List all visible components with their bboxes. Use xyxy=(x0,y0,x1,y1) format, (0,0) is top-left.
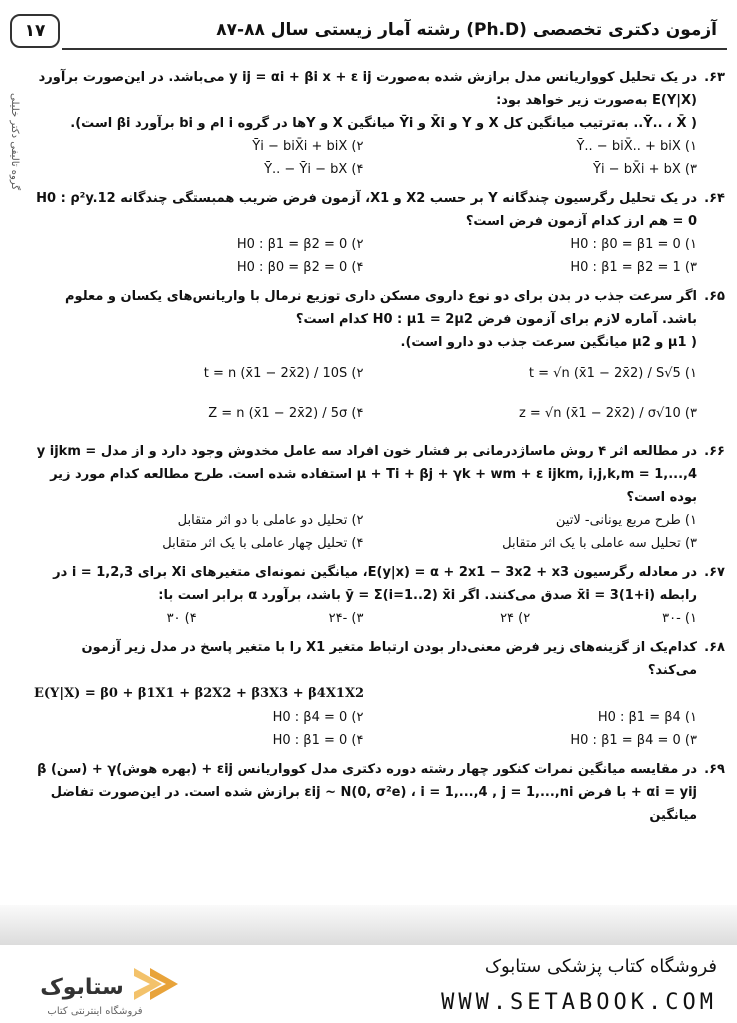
option-3: ۳) تحلیل سه عاملی با یک اثر متقابل xyxy=(502,536,697,551)
option-1: ۱) -۳۰ xyxy=(662,611,697,626)
question-text: اگر سرعت جذب در بدن برای دو نوع داروی مسکن داری توزیع نرمال با واریانس‌های یکسان و معلوم باشد. آماره لازم برای آزمون فرض H0 : μ1 = 2μ2 کدام است؟ xyxy=(65,289,697,327)
option-4: ۴) Z = n (x̄1 − 2x̄2) / 5σ xyxy=(208,406,364,421)
option-2: ۲) Ȳi − biX̄i + biX xyxy=(252,139,364,154)
option-3: ۳) z = √n (x̄1 − 2x̄2) / σ√10 xyxy=(518,406,697,421)
question-list xyxy=(30,66,725,833)
option-2: ۲) H0 : β1 = β2 = 0 xyxy=(236,237,364,252)
question-64 xyxy=(30,187,725,279)
option-4: ۴) تحلیل چهار عاملی با یک اثر متقابل xyxy=(162,536,364,551)
store-name: فروشگاه کتاب پزشکی ستابوک xyxy=(484,956,717,977)
option-1: ۱) t = √n (x̄1 − 2x̄2) / S√5 xyxy=(528,366,697,381)
option-4: ۴) H0 : β0 = β2 = 0 xyxy=(236,260,364,275)
question-number: ۶۵. xyxy=(704,289,725,304)
option-4: ۴) H0 : β1 = 0 xyxy=(272,733,364,748)
question-68 xyxy=(30,636,725,752)
option-1: ۱) H0 : β1 = β4 xyxy=(597,710,697,725)
option-4: ۴) ۳۰ xyxy=(166,611,197,626)
question-63 xyxy=(30,66,725,181)
option-1: ۱) طرح مربع یونانی- لاتین xyxy=(555,513,697,528)
question-number: ۶۸. xyxy=(704,640,725,655)
store-url[interactable]: WWW.SETABOOK.COM xyxy=(441,990,717,1015)
option-4: ۴) Ȳ.. − Ȳi − bX xyxy=(264,162,364,177)
option-3: ۳) H0 : β1 = β2 = 1 xyxy=(570,260,697,275)
option-2: ۲) تحلیل دو عاملی با دو اثر متقابل xyxy=(177,513,364,528)
page-title: آزمون دکتری تخصصی (Ph.D) رشته آمار زیستی سال ۸۸-۸۷ xyxy=(216,20,717,40)
question-text: در مطالعه اثر ۴ روش ماساژدرمانی بر فشار خون افراد سه عامل مخدوش وجود دارد و از مدل y ijkm = μ + Ti + βj + γk + wm + ε ijkm, i,j,k,m = 1,...,4 استفاده شده است. طرح مطالعه کدام مورد زیر بوده است؟ xyxy=(36,444,697,505)
header-divider xyxy=(62,48,727,50)
option-2: ۲) ۲۴ xyxy=(500,611,531,626)
question-text: در مقایسه میانگین نمرات کنکور چهار رشته دوره دکتری مدل کوواریانس εij + (بهره هوش)γ + (سن) β + αi = yij با فرض εij ~ N(0, σ²e) ، i = 1,...,4 , j = 1,...,ni برازش شده است. در این‌صورت تفاضل میانگین xyxy=(37,762,697,823)
question-note: ( Ȳ.. ، X̄.. به‌ترتیب میانگین کل X و Y و X̄i و Ȳi میانگین X و Yها در گروه i ام و bi برآورد βi است). xyxy=(70,116,697,131)
question-number: ۶۷. xyxy=(704,565,725,580)
question-67 xyxy=(30,561,725,630)
footer-band xyxy=(0,905,737,945)
option-1: ۱) Ȳ.. − biX̄.. + biX xyxy=(576,139,697,154)
question-number: ۶۹. xyxy=(704,762,725,777)
question-69 xyxy=(30,758,725,827)
regression-model: E(Y|X) = β0 + β1X1 + β2X2 + β3X3 + β4X1X2 xyxy=(34,686,365,701)
logo-text: ستابوک xyxy=(40,975,124,1000)
question-65 xyxy=(30,285,725,434)
logo-subtitle: فروشگاه اینترنتی کتاب xyxy=(47,1006,143,1017)
option-3: ۳) Ȳi − bX̄i + bX xyxy=(593,162,697,177)
question-text: در یک تحلیل کوواریانس مدل برازش شده به‌صورت y ij = αi + βi x + ε ij می‌باشد. در این‌صورت برآورد E(Y|X) به‌صورت زیر خواهد بود: xyxy=(38,70,697,108)
question-text: در معادله رگرسیون E(y|x) = α + 2x1 − 3x2 + x3، میانگین نمونه‌ای متغیرهای Xi برای i = 1,2,3 در رابطه x̄i = 3(1+i) صدق می‌کنند. اگر ȳ = Σ(i=1..2) x̄i باشد، برآورد α برابر است با: xyxy=(53,565,697,603)
option-2: ۲) H0 : β4 = 0 xyxy=(272,710,364,725)
question-number: ۶۶. xyxy=(704,444,725,459)
question-note: ( μ1 و μ2 میانگین سرعت جذب دو دارو است). xyxy=(400,335,697,350)
question-number: ۶۳. xyxy=(704,70,725,85)
side-label: گروه تالیفی دکتر خلیلی xyxy=(9,92,20,190)
page-number: ۱۷ xyxy=(10,14,60,48)
option-1: ۱) H0 : β0 = β1 = 0 xyxy=(570,237,697,252)
option-3: ۳) H0 : β1 = β4 = 0 xyxy=(570,733,697,748)
question-text: کدام‌یک از گزینه‌های زیر فرض معنی‌دار بودن ارتباط متغیر X1 را با متغیر پاسخ در مدل زیر آزمون می‌کند؟ xyxy=(81,640,697,678)
option-3: ۳) -۲۴ xyxy=(328,611,364,626)
question-number: ۶۴. xyxy=(704,191,725,206)
question-text: در یک تحلیل رگرسیون چندگانه Y بر حسب X2 و X1، آزمون فرض ضریب همبستگی چندگانه H0 : ρ²y.12 = 0 هم ارز کدام آزمون فرض است؟ xyxy=(36,191,697,229)
question-66 xyxy=(30,440,725,555)
setabook-logo xyxy=(30,960,180,1010)
option-2: ۲) t = n (x̄1 − 2x̄2) / 10S xyxy=(203,366,364,381)
